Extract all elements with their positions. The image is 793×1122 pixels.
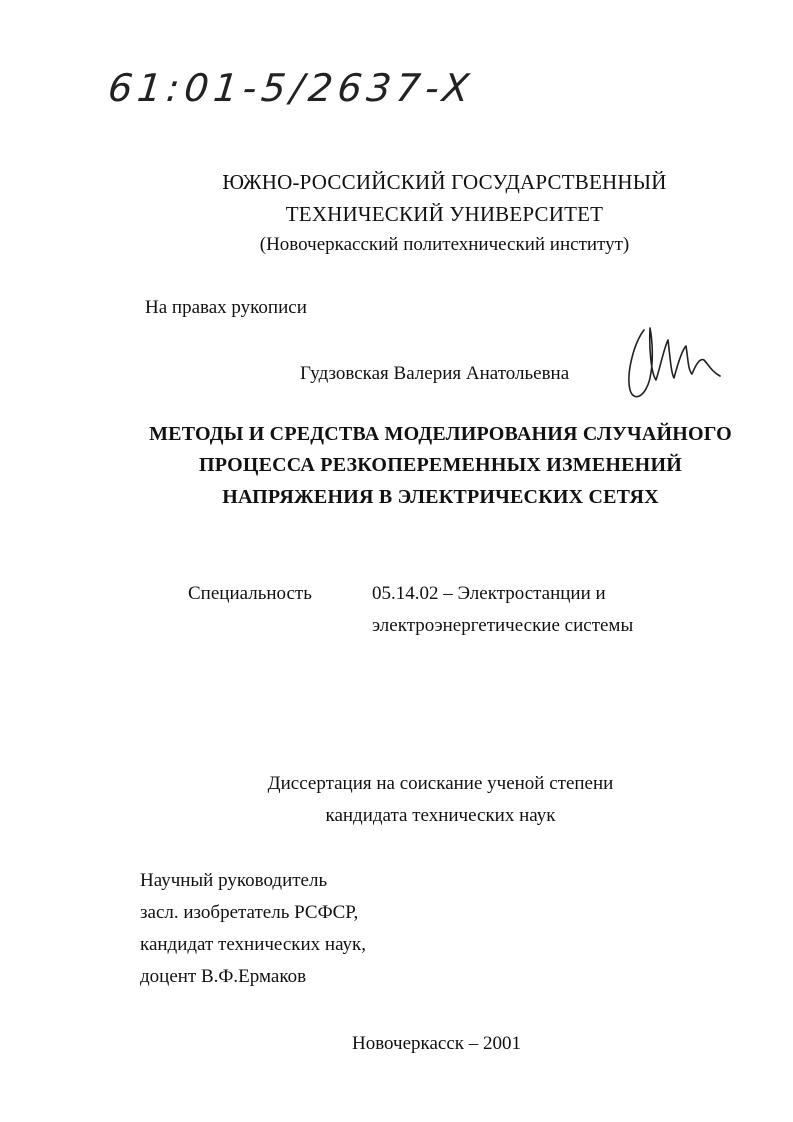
- supervisor-line2: засл. изобретатель РСФСР,: [140, 902, 359, 923]
- supervisor-line1: Научный руководитель: [140, 870, 328, 891]
- degree-line2: кандидата технических наук: [325, 805, 556, 826]
- manuscript-note: На правах рукописи: [145, 297, 307, 318]
- author-signature: [616, 318, 736, 408]
- author-name: Гудзовская Валерия Анатольевна: [300, 363, 570, 384]
- place-year: Новочеркасск – 2001: [351, 1033, 522, 1054]
- supervisor-line3: кандидат технических наук,: [140, 934, 367, 955]
- degree-line1: Диссертация на соискание ученой степени: [267, 773, 614, 794]
- archive-code-handwritten: 61:01-5/2637-X: [106, 66, 476, 110]
- dissertation-title-line2: ПРОЦЕССА РЕЗКОПЕРЕМЕННЫХ ИЗМЕНЕНИЙ: [199, 454, 682, 476]
- dissertation-title-line1: МЕТОДЫ И СРЕДСТВА МОДЕЛИРОВАНИЯ СЛУЧАЙНОГО: [149, 423, 732, 445]
- specialty-value-line1: 05.14.02 – Электростанции и: [372, 583, 606, 604]
- dissertation-title-line3: НАПРЯЖЕНИЯ В ЭЛЕКТРИЧЕСКИХ СЕТЯХ: [222, 486, 659, 508]
- university-name-line1: ЮЖНО-РОССИЙСКИЙ ГОСУДАРСТВЕННЫЙ: [222, 170, 667, 194]
- specialty-value-line2: электроэнергетические системы: [372, 615, 634, 636]
- university-name-line2: ТЕХНИЧЕСКИЙ УНИВЕРСИТЕТ: [285, 202, 604, 226]
- institute-name: (Новочеркасский политехнический институт): [259, 234, 630, 255]
- specialty-label: Специальность: [188, 583, 312, 604]
- supervisor-line4: доцент В.Ф.Ермаков: [140, 966, 307, 987]
